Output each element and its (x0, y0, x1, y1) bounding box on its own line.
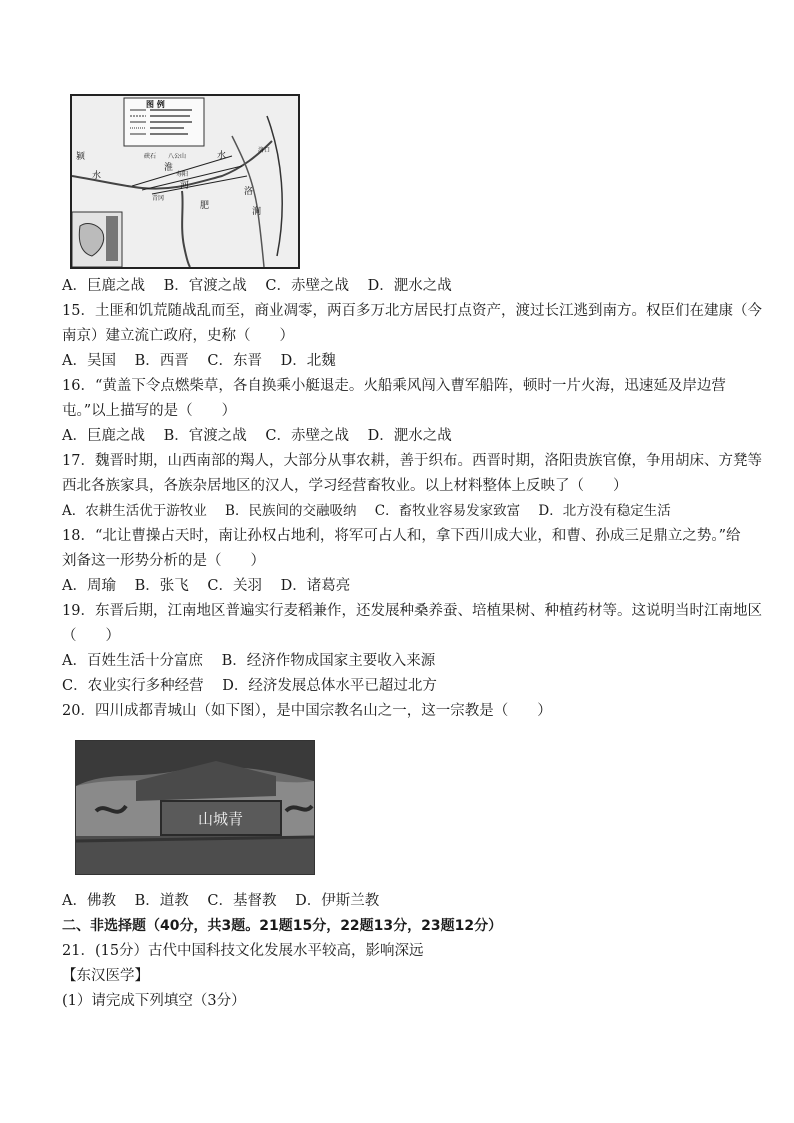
q17-option-b[interactable]: B．民族间的交融吸纳 (225, 503, 357, 519)
q17-option-c[interactable]: C．畜牧业容易发家致富 (374, 503, 521, 519)
map-label-shouyang: 寿阳 (176, 171, 189, 178)
q14-option-a[interactable]: A．巨鹿之战 (62, 278, 145, 294)
map-label-luokou: 洛口 (258, 147, 271, 154)
q17-stem-line2: 西北各族家具，各族杂居地区的汉人，学习经营畜牧业。以上材料整体上反映了（ ） (62, 478, 628, 494)
q18-stem-line1: 18．“北让曹操占天时，南让孙权占地利，将军可占人和，拿下西川成大业，和曹、孙成三足鼎立之势。”给 (62, 528, 741, 544)
q19-options-row2 (62, 676, 451, 696)
q14-option-d[interactable]: D．淝水之战 (367, 278, 452, 294)
q20-stem-line1: 20．四川成都青城山（如下图），是中国宗教名山之一，这一宗教是（ ） (62, 703, 552, 719)
q21-subheading: 【东汉医学】 (62, 968, 149, 984)
map-label-shui-1: 水 (92, 171, 102, 181)
q17-stem-line1: 17．魏晋时期，山西南部的羯人，大部分从事农耕，善于织布。西晋时期，洛阳贵族官僚，争用胡床、方凳等 (62, 453, 762, 469)
q16-options (62, 426, 466, 446)
map-label-ying: 颍 (76, 152, 86, 162)
q17-options (62, 501, 685, 521)
q21-subquestion-1: (1）请完成下列填空（3分） (62, 993, 246, 1009)
map-label-qinggang: 青冈 (152, 195, 165, 202)
q15-stem-line2: 南京）建立流亡政府，史称（ ） (62, 328, 294, 344)
q15-option-b[interactable]: B．西晋 (134, 353, 189, 369)
q14-option-c[interactable]: C．赤壁之战 (265, 278, 349, 294)
q20-options (62, 891, 393, 911)
q15-options (62, 351, 350, 371)
map-label-luo: 洛 (244, 187, 254, 197)
q16-option-d[interactable]: D．淝水之战 (367, 428, 452, 444)
map-label-huai: 淮 (164, 163, 174, 173)
q19-stem-line2: （ ） (62, 628, 120, 644)
q18-option-d[interactable]: D．诸葛亮 (280, 578, 351, 594)
section2-heading: 二、非选择题（40分，共3题。21题15分，22题13分，23题12分） (62, 918, 503, 934)
battle-map-figure (70, 94, 300, 269)
q17-option-d[interactable]: D．北方没有稳定生活 (538, 503, 671, 519)
map-legend-title: 图 例 (146, 99, 165, 109)
q20-option-d[interactable]: D．伊斯兰教 (295, 893, 380, 909)
map-label-fei: 肥 (200, 201, 210, 211)
q18-stem-line2: 刘备这一形势分析的是（ ） (62, 553, 265, 569)
q14-option-b[interactable]: B．官渡之战 (163, 278, 247, 294)
plaque-text: 山城青 (198, 810, 244, 828)
q18-options (62, 576, 364, 596)
q19-options-row1 (62, 651, 449, 671)
q20-option-a[interactable]: A．佛教 (62, 893, 116, 909)
q18-option-a[interactable]: A．周瑜 (62, 578, 116, 594)
q19-option-b[interactable]: B．经济作物成国家主要收入来源 (221, 653, 436, 669)
q15-option-d[interactable]: D．北魏 (280, 353, 336, 369)
map-label-bagongshan: 八公山 (168, 153, 187, 160)
q19-option-d[interactable]: D．经济发展总体水平已超过北方 (222, 678, 437, 694)
q15-option-a[interactable]: A．吴国 (62, 353, 116, 369)
q18-option-b[interactable]: B．张飞 (134, 578, 189, 594)
map-label-xiashi: 硖石 (144, 153, 157, 160)
map-label-he: 河 (180, 181, 190, 191)
q16-option-b[interactable]: B．官渡之战 (163, 428, 247, 444)
q15-option-c[interactable]: C．东晋 (207, 353, 262, 369)
photo-drawing (76, 741, 314, 874)
q14-options (62, 276, 466, 296)
q19-option-a[interactable]: A．百姓生活十分富庶 (62, 653, 203, 669)
q20-option-c[interactable]: C．基督教 (207, 893, 277, 909)
map-label-shui-2: 水 (217, 151, 227, 161)
q19-option-c[interactable]: C．农业实行多种经营 (62, 678, 204, 694)
q16-stem-line2: 屯。”以上描写的是（ ） (62, 403, 237, 419)
qingcheng-mountain-photo (75, 740, 315, 875)
q18-option-c[interactable]: C．关羽 (207, 578, 262, 594)
q16-option-a[interactable]: A．巨鹿之战 (62, 428, 145, 444)
q16-stem-line1: 16．“黄盖下令点燃柴草，各自换乘小艇退走。火船乘风闯入曹军船阵，顿时一片火海，迅速延及岸边营 (62, 378, 726, 394)
q15-stem-line1: 15．土匪和饥荒随战乱而至，商业凋零，两百多万北方居民打点资产，渡过长江逃到南方。权臣们在建康（今 (62, 303, 762, 319)
q17-option-a[interactable]: A．农耕生活优于游牧业 (62, 503, 207, 519)
q21-stem: 21．(15分）古代中国科技文化发展水平较高，影响深远 (62, 943, 424, 959)
q19-stem-line1: 19．东晋后期，江南地区普遍实行麦稻兼作，还发展种桑养蚕、培植果树、种植药材等。这说明当时江南地区 (62, 603, 762, 619)
q16-option-c[interactable]: C．赤壁之战 (265, 428, 349, 444)
q20-option-b[interactable]: B．道教 (134, 893, 189, 909)
map-label-jian: 涧 (252, 207, 262, 217)
map-drawing (72, 96, 298, 267)
